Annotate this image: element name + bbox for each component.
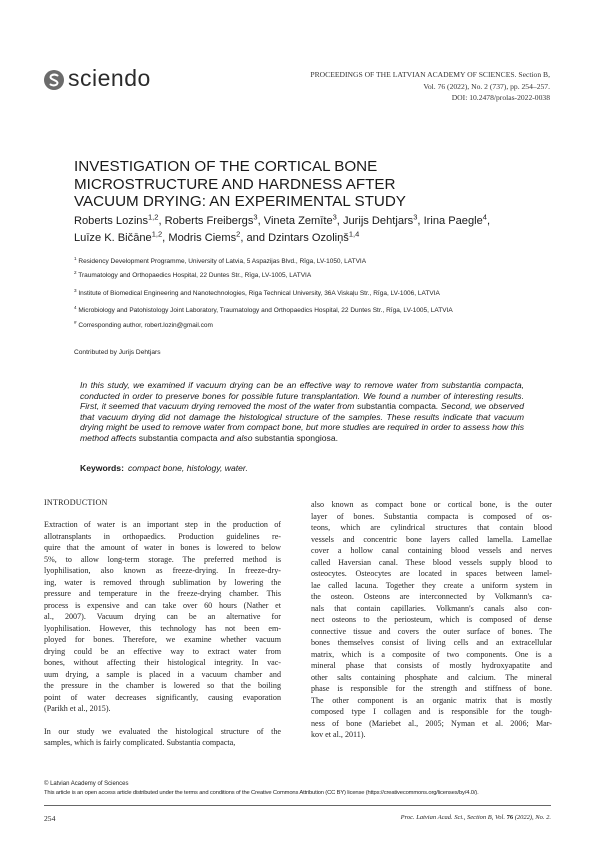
author-name: Vineta Zemīte bbox=[263, 215, 333, 227]
author-affiliation: 1,2 bbox=[148, 212, 159, 222]
text-line: also known as compact bone or cortical bone, is the outer bbox=[311, 500, 552, 509]
text-line: ness of bone (Mariebet al., 2005; Nyman et al. 2006; Mar- bbox=[311, 718, 552, 728]
abstract-text: . Second, we observed that vacuum drying did not damage the histological structure of the samples. These results indicate that vacuum drying might be used to remove water from compact bone, but more studies are required in order to assess how this method affects bbox=[80, 401, 524, 443]
abstract-term: substantia compacta bbox=[138, 432, 218, 443]
corresponding-author bbox=[74, 320, 554, 329]
text-line: cover a hollow canal containing blood vessels and nerves bbox=[311, 546, 552, 555]
text-line: In our study we evaluated the histological structure of the bbox=[44, 726, 281, 736]
text-line: teons, which are cylindrical structures that contain blood bbox=[311, 523, 552, 532]
affiliation-text: Traumatology and Orthopaedics Hospital, 22 Duntes Str., Rīga, LV-1005, LATVIA bbox=[78, 272, 312, 280]
author-affiliation: 2 bbox=[236, 229, 241, 239]
affiliation-1 bbox=[74, 256, 554, 265]
author-line2 bbox=[74, 230, 534, 247]
body-column-left bbox=[44, 519, 281, 749]
text-line: process is expensive and can take over 60 hours (Nather et bbox=[44, 600, 281, 610]
abstract-text: spongiosa. bbox=[294, 432, 339, 443]
abstract-text: and also bbox=[217, 432, 255, 443]
section-heading-introduction: INTRODUCTION bbox=[44, 498, 108, 507]
author-affiliation: 1,2 bbox=[151, 229, 163, 239]
author-affiliation: 4 bbox=[482, 212, 487, 222]
author-list bbox=[74, 213, 534, 247]
author-separator: , bbox=[417, 215, 424, 227]
author-affiliation: 3 bbox=[253, 212, 258, 222]
author-affiliation: 3 bbox=[413, 212, 418, 222]
affiliation-text: Residency Development Programme, University of Latvia, 5 Aspazijas Blvd., Rīga, LV-1050, LATVIA bbox=[78, 258, 367, 266]
text-line: connective tissue and covers the outer surface of bones. The bbox=[311, 626, 552, 636]
journal-header bbox=[270, 69, 550, 104]
journal-doi: DOI: 10.2478/prolas-2022-0038 bbox=[451, 93, 550, 102]
text-line: the osteon. Osteons are interconnected by Volkmann's ca- bbox=[311, 592, 552, 601]
text-line: allotransplants in orthopaedics. Production guidelines re- bbox=[44, 531, 281, 541]
text-line: osteocytes. Osteocytes are located in spaces between lamel- bbox=[311, 569, 552, 578]
text-line: bones, without affecting their histological integrity. In vac- bbox=[44, 658, 281, 667]
sciendo-mark-icon bbox=[44, 69, 64, 91]
abstract-term: substantia compacta bbox=[356, 401, 436, 412]
author-name: Jurijs Dehtjars bbox=[342, 215, 414, 227]
author-name: Dzintars Ozoliņš bbox=[268, 232, 349, 244]
author-separator: , and bbox=[240, 232, 269, 244]
author-separator: , bbox=[336, 215, 343, 227]
paragraph bbox=[44, 726, 281, 749]
footer-citation-text: Proc. Latvian Acad. Sci., Section B, Vol. bbox=[400, 814, 507, 821]
text-line: bones themselves consist of living cells and an extracellular bbox=[311, 638, 552, 647]
text-line: pressure and temperature in the freeze-drying chamber. This bbox=[44, 589, 281, 598]
affiliation-text: Corresponding author, robert.lozin@gmail.com bbox=[78, 322, 213, 330]
copyright: © Latvian Academy of Sciences bbox=[44, 781, 129, 787]
title-line1: INVESTIGATION OF THE CORTICAL BONE bbox=[74, 158, 378, 175]
journal-line2: Vol. 76 (2022), No. 2 (737), pp. 254–257. bbox=[423, 81, 550, 91]
author-name: Luīze K. Bičāne bbox=[74, 232, 152, 244]
text-line: phase is responsible for the strength and stiffness of bone. bbox=[311, 684, 552, 693]
text-line: lyophilisation. However, this technology has not been em- bbox=[44, 623, 281, 633]
text-line: quire that the amount of water in bones is lowered to below bbox=[44, 543, 281, 552]
affiliation-4 bbox=[74, 305, 554, 314]
affiliation-number: 3 bbox=[74, 288, 77, 293]
contributed-by: Contributed by Jurijs Dehtjars bbox=[74, 349, 161, 356]
abstract-text: In this study, we examined if vacuum drying can be an effective way to remove water from bbox=[80, 380, 442, 390]
keywords-label: Keywords: bbox=[80, 463, 124, 473]
license-notice: This article is an open access article distributed under the terms and conditions of the Creative Commons Attribution (CC BY) license (https://creativecommons.org/licenses/by/4.0/). bbox=[44, 790, 479, 796]
author-line1 bbox=[74, 213, 534, 230]
author-separator: , bbox=[257, 215, 264, 227]
author-name: Roberts Freibergs bbox=[164, 215, 254, 227]
author-separator: , bbox=[486, 215, 491, 227]
footer-citation bbox=[300, 814, 551, 821]
abstract-term: substantia compacta bbox=[441, 380, 522, 390]
keywords bbox=[80, 463, 248, 473]
affiliation-3 bbox=[74, 288, 554, 297]
affiliation-text: Microbiology and Patohistology Joint Laboratory, Traumatology and Orthopaedics Hospital, 22 Duntes Str., Rīga, LV-1005, LATVIA bbox=[78, 307, 453, 315]
author-name: Modris Ciems bbox=[168, 232, 237, 244]
text-line: Extraction of water is an important step in the production of bbox=[44, 520, 281, 529]
text-line: 5%, to allow long-term storage. The preferred method is bbox=[44, 554, 281, 564]
text-line: lae called lacuna. Together they create a uniform system in bbox=[311, 580, 552, 590]
paragraph bbox=[311, 499, 552, 741]
footer-rule bbox=[44, 805, 551, 806]
text-line: uum drying, a sample is placed in a vacuum chamber and bbox=[44, 669, 281, 679]
author-separator: , bbox=[158, 215, 165, 227]
text-line: vessels and concentric bone layers called lamella. Lamellae bbox=[311, 534, 552, 544]
body-column-right bbox=[311, 499, 552, 741]
text-line: nals that contain capillaries. Volkmann's canals also con- bbox=[311, 603, 552, 613]
author-affiliation: 3 bbox=[332, 212, 337, 222]
keywords-value: compact bone, histology, water. bbox=[127, 463, 248, 473]
affiliation-number: 1 bbox=[74, 256, 77, 261]
text-line: ployed for bones. Therefore, we examine whether vacuum bbox=[44, 635, 281, 644]
affiliation-2 bbox=[74, 270, 554, 279]
footer-citation-volume: 76 bbox=[506, 814, 514, 821]
text-line: layer of bones. Substantia compacta is composed of os- bbox=[311, 511, 552, 521]
abstract-term: substantia bbox=[254, 432, 295, 443]
affiliation-number: 2 bbox=[74, 270, 77, 275]
page-number: 254 bbox=[44, 814, 56, 823]
author-affiliation: 1,4 bbox=[348, 229, 360, 239]
text-line: composed type I collagen and is responsible for the tough- bbox=[311, 707, 552, 716]
author-name: Irina Paegle bbox=[423, 215, 483, 227]
text-line: point of water decreases significantly, causing evaporation bbox=[44, 692, 281, 702]
affiliation-number: 4 bbox=[74, 305, 77, 310]
text-line: (Parikh et al., 2015). bbox=[44, 704, 111, 713]
title-line2: MICROSTRUCTURE AND HARDNESS AFTER bbox=[74, 175, 396, 193]
text-line: lyophilisation, also known as freeze-drying. In freeze-dry- bbox=[44, 566, 281, 575]
sciendo-logo bbox=[44, 65, 194, 94]
text-line: The other component is an organic matrix that is mostly bbox=[311, 695, 552, 705]
text-line: samples, which is fairly complicated. Substantia compacta, bbox=[44, 738, 236, 747]
text-line: mineral phase that consists of mostly hydroxyapatite and bbox=[311, 661, 552, 670]
author-name: Roberts Lozins bbox=[74, 215, 148, 227]
text-line: kov et al., 2011). bbox=[311, 730, 366, 739]
text-line: the pressure in the chamber is lowered so that the boiling bbox=[44, 681, 281, 690]
abstract bbox=[80, 380, 524, 444]
affiliation-number: # bbox=[74, 320, 77, 325]
logo-wordmark: sciendo bbox=[68, 65, 151, 91]
text-line: ing, water is removed through sublimation by lowering the bbox=[44, 577, 281, 587]
text-line: nect osteons to the periosteum, which is composed of dense bbox=[311, 615, 552, 624]
text-line: drying could be an effective way to extract water from bbox=[44, 646, 281, 656]
text-line: matrix, which is a composite of two components. One is a bbox=[311, 649, 552, 659]
footer-citation-text: (2022), No. 2. bbox=[513, 814, 551, 821]
affiliation-text: Institute of Biomedical Engineering and Nanotechnologies, Riga Technical University, 36A Viskaļu Str., Rīga, LV-1006, LATVIA bbox=[78, 290, 440, 298]
paragraph bbox=[44, 519, 281, 715]
abstract-text: , conducted in order to preserve bones for possible future transplantation. We found a number of interesting results. First, it seemed that vacuum drying removed the most of the water from bbox=[80, 380, 525, 412]
text-line: other salts containing phosphate and calcium. The mineral bbox=[311, 672, 552, 682]
text-line: al., 2007). Vacuum drying can be an alternative for bbox=[44, 612, 281, 621]
article-title bbox=[74, 158, 514, 211]
title-line3: VACUUM DRYING: AN EXPERIMENTAL STUDY bbox=[74, 193, 406, 210]
author-separator: , bbox=[162, 232, 169, 244]
text-line: called Haversian canal. These blood vessels supply blood to bbox=[311, 557, 552, 567]
journal-line1: PROCEEDINGS OF THE LATVIAN ACADEMY OF SCIENCES. Section B, bbox=[310, 70, 550, 79]
